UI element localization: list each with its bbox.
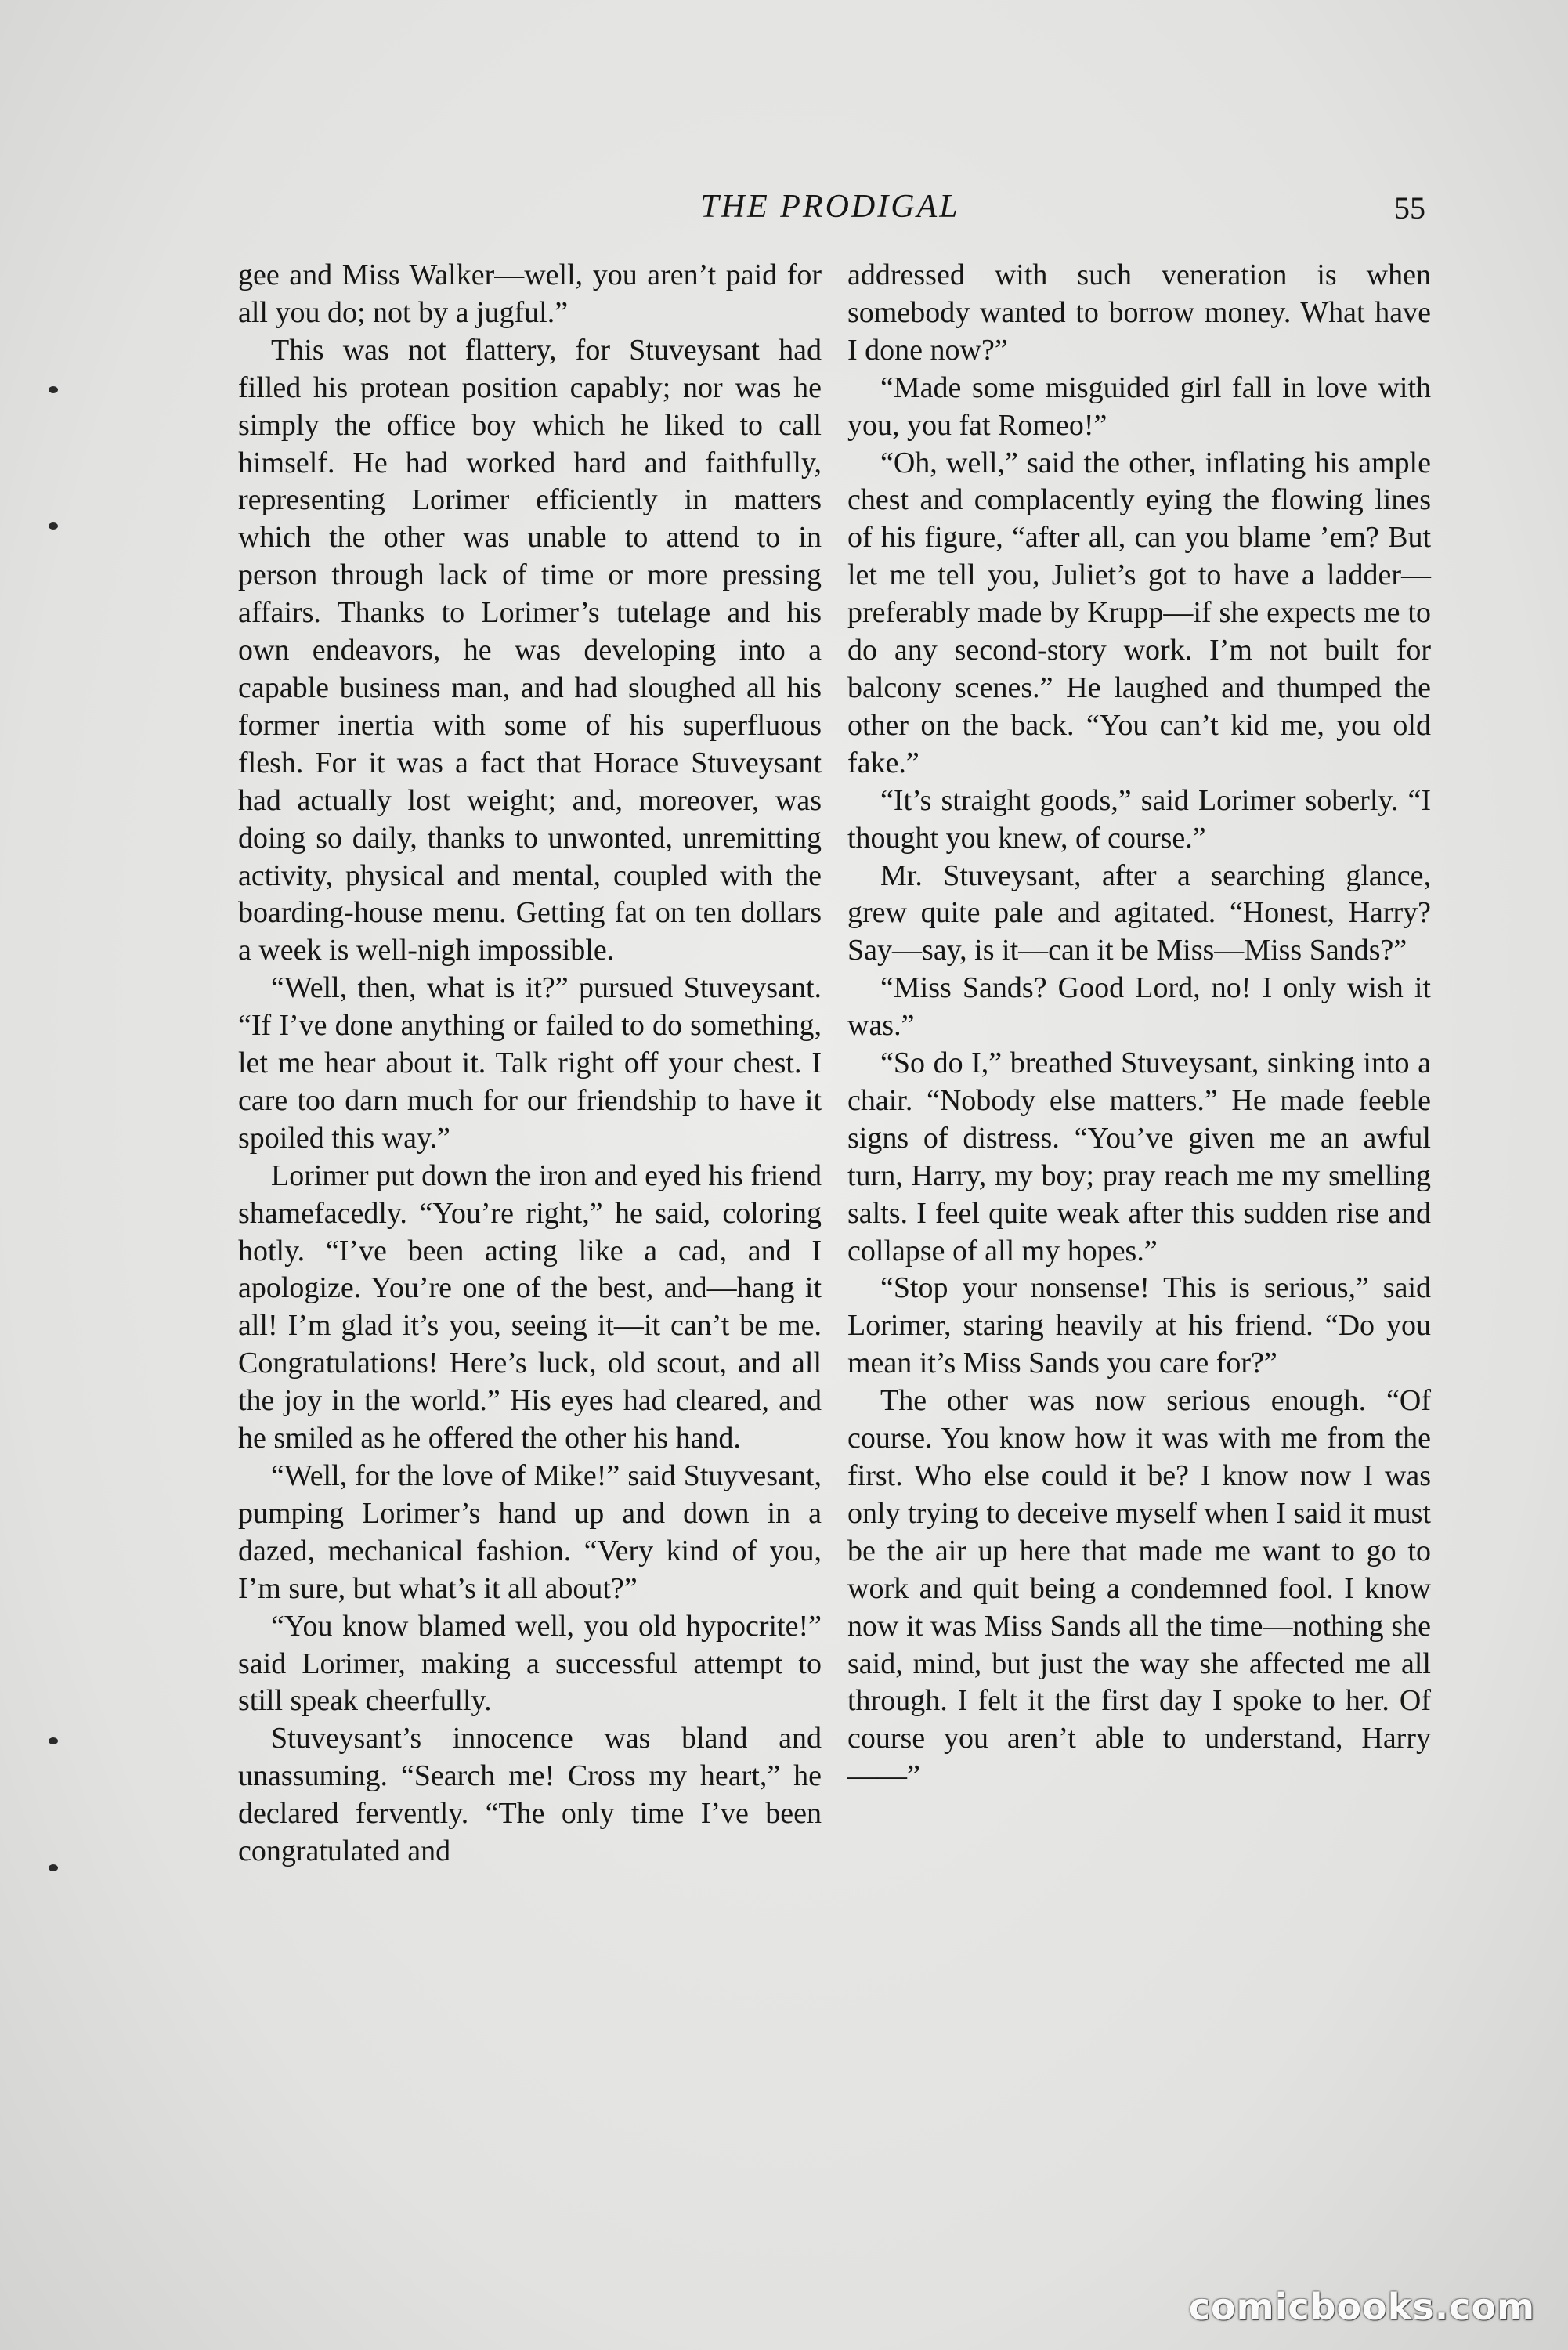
paragraph: “Oh, well,” said the other, inflating his ample chest and complacently eying the flowing lines of his figure, “after all, can you blame ’em? But let me tell you, Juliet’s got to have a ladder—preferably made by Krupp—if she expects me to do any second-story work. I’m not built for balcony scenes.” He laughed and thumped the other on the back. “You can’t kid me, you old fake.”	[847, 446, 1431, 779]
text-column-left	[238, 257, 822, 1871]
page-number: 55	[1394, 190, 1425, 226]
paragraph: “So do I,” breathed Stuveysant, sinking into a chair. “Nobody else matters.” He made feeble signs of distress. “You’ve given me an awful turn, Harry, my boy; pray reach me my smelling salts. I feel quite weak after this sudden rise and collapse of all my hopes.”	[847, 1047, 1431, 1267]
binding-hole-mark	[49, 1737, 58, 1744]
binding-hole-mark	[49, 522, 58, 530]
paragraph: “Miss Sands? Good Lord, no! I only wish it was.”	[847, 971, 1431, 1043]
page-header	[235, 182, 1425, 237]
watermark-logo: comicbooks.com	[1188, 2286, 1535, 2328]
paragraph: This was not flattery, for Stuveysant had filled his protean position capably; nor was he simply the office boy which he liked to call himself. He had worked hard and faithfully, representing Lorimer efficiently in matters which the other was unable to attend to in person through lack of time or more pressing affairs. Thanks to Lorimer’s tutelage and his own endeavors, he was developing into a capable business man, and had sloughed all his former inertia with some of his superfluous flesh. For it was a fact that Horace Stuveysant had actually lost weight; and, moreover, was doing so daily, thanks to unwonted, unremitting activity, physical and mental, coupled with the boarding-house menu. Getting fat on ten dollars a week is well-nigh impossible.	[238, 333, 822, 967]
paragraph: “Well, for the love of Mike!” said Stuyvesant, pumping Lorimer’s hand up and down in a dazed, mechanical fashion. “Very kind of you, I’m sure, but what’s it all about?”	[238, 1459, 822, 1605]
binding-hole-mark	[49, 386, 58, 393]
paragraph: “You know blamed well, you old hypocrite!” said Lorimer, making a successful attempt to still speak cheerfully.	[238, 1609, 822, 1718]
paragraph: “Made some misguided girl fall in love with you, you fat Romeo!”	[847, 371, 1431, 442]
paragraph: “Well, then, what is it?” pursued Stuveysant. “If I’ve done anything or failed to do something, let me hear about it. Talk right off your chest. I care too darn much for our friendship to have it spoiled this way.”	[238, 971, 822, 1155]
paragraph: “It’s straight goods,” said Lorimer soberly. “I thought you knew, of course.”	[847, 783, 1431, 855]
paragraph: “Stop your nonsense! This is serious,” said Lorimer, staring heavily at his friend. “Do you mean it’s Miss Sands you care for?”	[847, 1271, 1431, 1380]
paragraph: The other was now serious enough. “Of course. You know how it was with me from the first. Who else could it be? I know now I was only trying to deceive myself when I said it must be the air up here that made me want to go to work and quit being a condemned fool. I know now it was Miss Sands all the time—nothing she said, mind, but just the way she affected me all through. I felt it the first day I spoke to her. Of course you aren’t able to understand, Harry——”	[847, 1384, 1431, 1793]
paragraph: Stuveysant’s innocence was bland and unassuming. “Search me! Cross my heart,” he declared fervently. “The only time I’ve been congratulated and	[238, 1722, 822, 1868]
running-title: THE PRODIGAL	[700, 189, 960, 225]
paragraph: Mr. Stuveysant, after a searching glance, grew quite pale and agitated. “Honest, Harry? Say—say, is it—can it be Miss—Miss Sands?”	[847, 859, 1431, 967]
paragraph: gee and Miss Walker—well, you aren’t paid for all you do; not by a jugful.”	[238, 258, 822, 329]
paragraph: Lorimer put down the iron and eyed his friend shamefacedly. “You’re right,” he said, coloring hotly. “I’ve been acting like a cad, and I apologize. You’re one of the best, and—hang it all! I’m glad it’s you, seeing it—it can’t be me. Congratulations! Here’s luck, old scout, and all the joy in the world.” His eyes had cleared, and he smiled as he offered the other his hand.	[238, 1159, 822, 1455]
text-column-right	[847, 257, 1431, 1795]
paragraph: addressed with such veneration is when somebody wanted to borrow money. What have I done now?”	[847, 258, 1431, 367]
binding-hole-mark	[49, 1864, 58, 1871]
